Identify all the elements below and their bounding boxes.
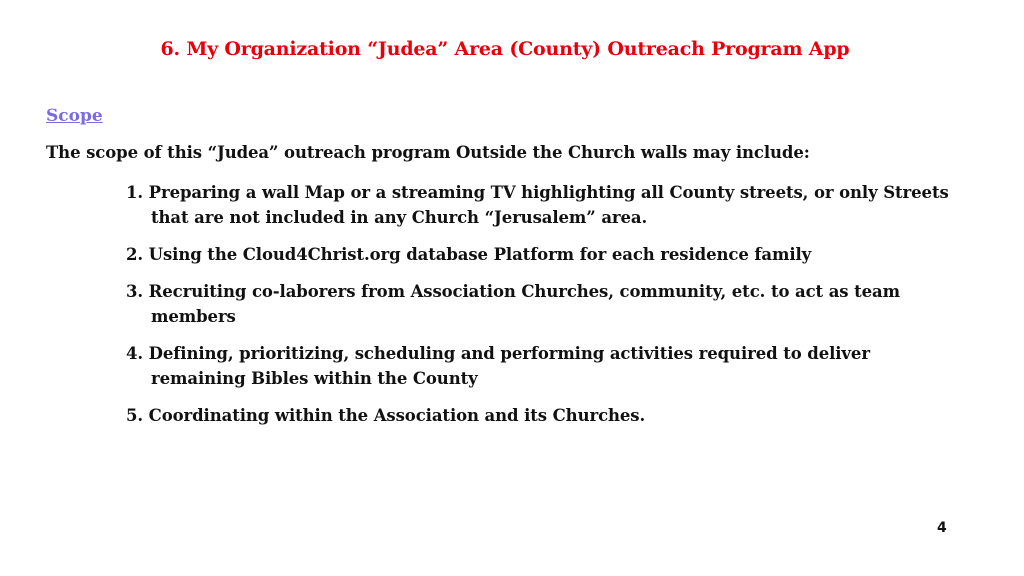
scope-link[interactable]: Scope	[46, 106, 103, 126]
scope-item-3: 3. Recruiting co-laborers from Association Churches, community, etc. to act as team members	[126, 282, 901, 326]
scope-item-list	[126, 180, 966, 440]
scope-intro-text: The scope of this “Judea” outreach program Outside the Church walls may include:	[46, 143, 810, 162]
scope-item-1: 1. Preparing a wall Map or a streaming TV highlighting all County streets, or only Streets that are not included in any Church “Jerusalem” area.	[126, 183, 949, 227]
slide-title: 6. My Organization “Judea” Area (County) Outreach Program App	[160, 38, 850, 60]
page-number: 4	[937, 520, 947, 536]
scope-item-4: 4. Defining, prioritizing, scheduling and performing activities required to deliver remaining Bibles within the County	[126, 344, 870, 388]
scope-item-5: 5. Coordinating within the Association and its Churches.	[126, 406, 646, 425]
scope-item-2: 2. Using the Cloud4Christ.org database Platform for each residence family	[126, 245, 812, 264]
